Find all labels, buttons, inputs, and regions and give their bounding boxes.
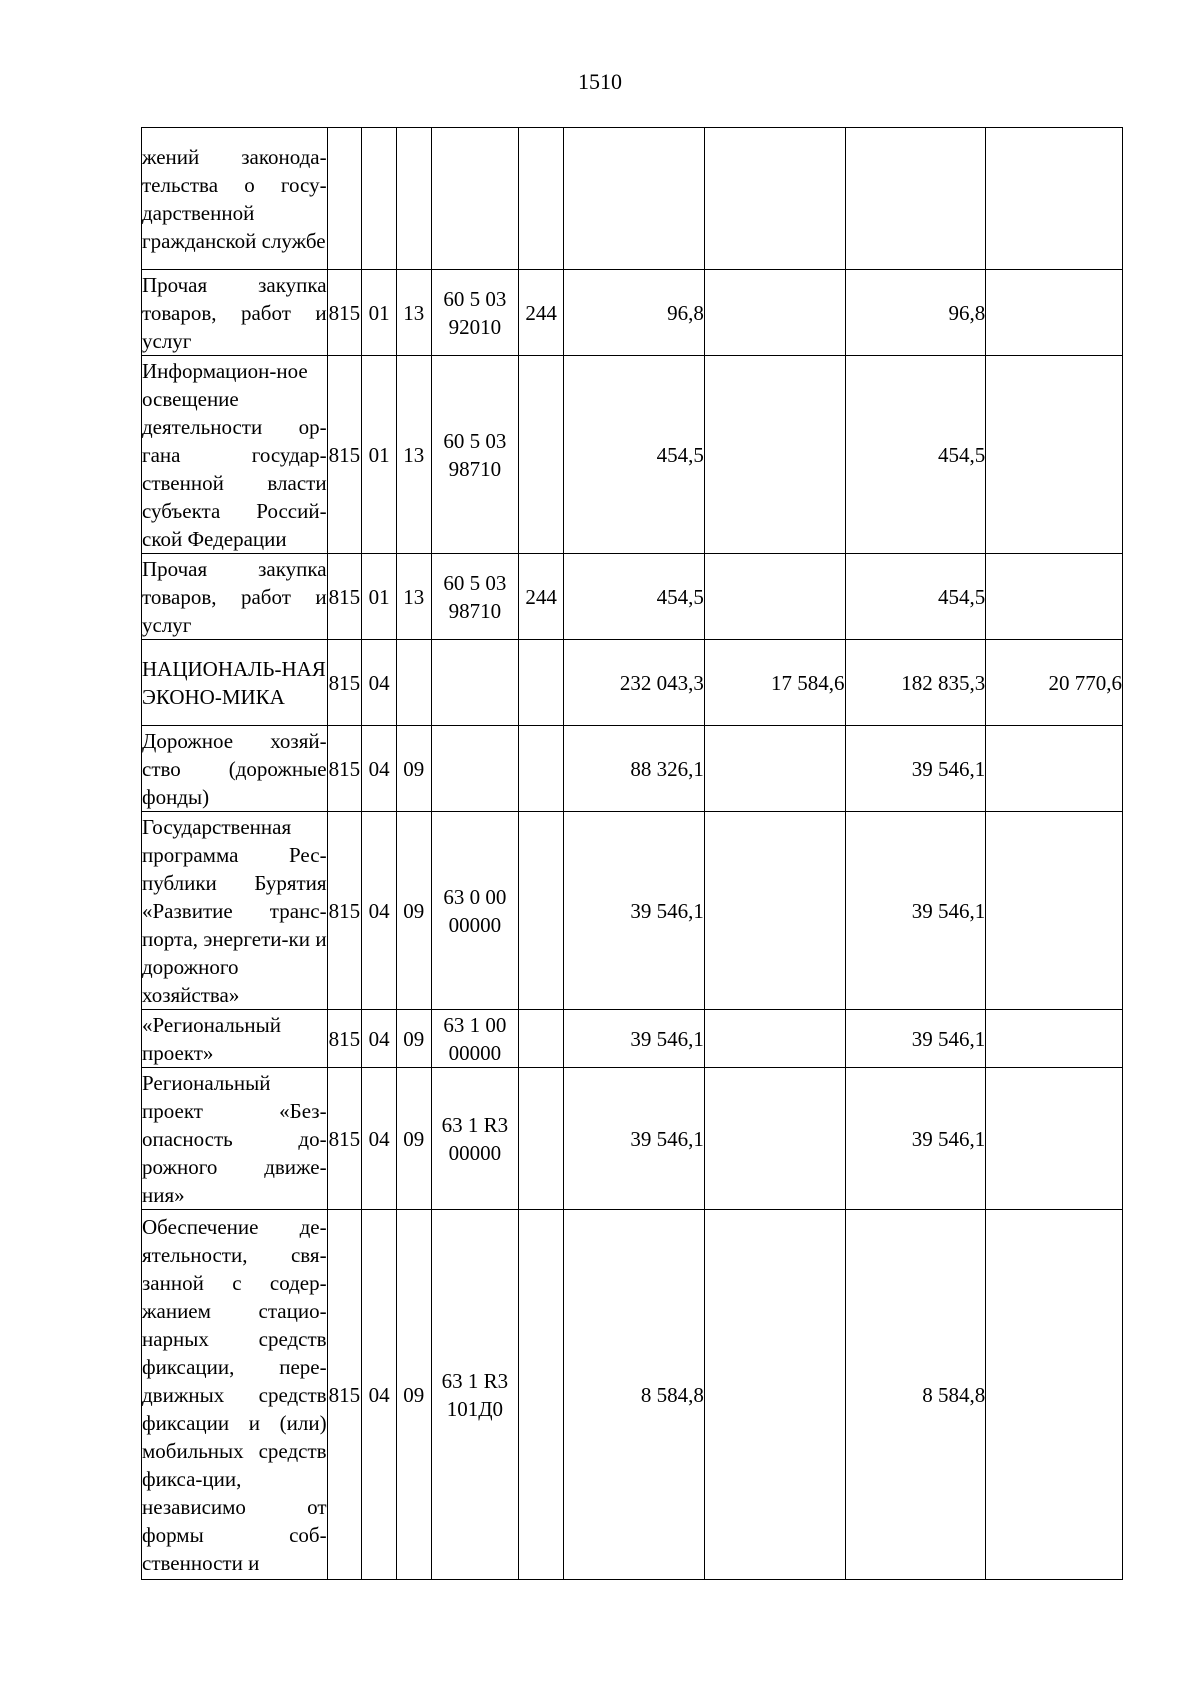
row-amount-1-cell [704, 270, 845, 356]
budget-table [141, 127, 1123, 1580]
row-name-cell: Прочая закупка товаров, работ и услуг [142, 554, 328, 640]
row-target-article-cell: 63 1 00 00000 [431, 1010, 519, 1068]
row-expense-type-cell [519, 1068, 564, 1210]
row-section-cell: 04 [362, 1010, 397, 1068]
row-total-cell: 88 326,1 [564, 726, 705, 812]
table-row [142, 1210, 1123, 1580]
row-total-cell: 454,5 [564, 356, 705, 554]
row-expense-type-cell [519, 1210, 564, 1580]
table-row [142, 270, 1123, 356]
row-amount-2-cell: 39 546,1 [845, 812, 986, 1010]
row-name-cell: жений законода-тельства о госу-дарственной гражданской службе [142, 128, 328, 270]
row-section-cell [362, 128, 397, 270]
row-amount-2-cell: 8 584,8 [845, 1210, 986, 1580]
row-total-cell: 39 546,1 [564, 812, 705, 1010]
table-row [142, 356, 1123, 554]
row-section-cell: 04 [362, 726, 397, 812]
row-target-article-cell: 63 1 R3 00000 [431, 1068, 519, 1210]
row-amount-1-cell [704, 812, 845, 1010]
row-section-cell: 04 [362, 1068, 397, 1210]
row-grbs-cell: 815 [327, 1210, 362, 1580]
row-amount-3-cell [986, 1068, 1123, 1210]
row-total-cell: 39 546,1 [564, 1068, 705, 1210]
row-subsection-cell [396, 128, 431, 270]
row-amount-2-cell: 454,5 [845, 356, 986, 554]
row-subsection-cell: 09 [396, 726, 431, 812]
table-body [142, 128, 1123, 1580]
row-amount-2-cell: 454,5 [845, 554, 986, 640]
table-row [142, 726, 1123, 812]
table-row [142, 640, 1123, 726]
row-section-cell: 01 [362, 270, 397, 356]
row-amount-2-cell: 39 546,1 [845, 726, 986, 812]
row-expense-type-cell [519, 356, 564, 554]
row-expense-type-cell: 244 [519, 270, 564, 356]
row-subsection-cell: 09 [396, 1210, 431, 1580]
row-subsection-cell [396, 640, 431, 726]
row-name-cell: Дорожное хозяй-ство (дорожные фонды) [142, 726, 328, 812]
row-subsection-cell: 09 [396, 812, 431, 1010]
row-amount-1-cell: 17 584,6 [704, 640, 845, 726]
row-grbs-cell: 815 [327, 1068, 362, 1210]
row-grbs-cell: 815 [327, 270, 362, 356]
row-amount-2-cell [845, 128, 986, 270]
row-target-article-cell: 60 5 03 98710 [431, 356, 519, 554]
row-amount-1-cell [704, 128, 845, 270]
row-expense-type-cell: 244 [519, 554, 564, 640]
row-subsection-cell: 13 [396, 270, 431, 356]
table-row [142, 128, 1123, 270]
row-name-cell: «Региональный проект» [142, 1010, 328, 1068]
row-target-article-cell: 60 5 03 92010 [431, 270, 519, 356]
row-expense-type-cell [519, 726, 564, 812]
row-amount-3-cell [986, 812, 1123, 1010]
row-total-cell: 8 584,8 [564, 1210, 705, 1580]
row-grbs-cell: 815 [327, 640, 362, 726]
row-grbs-cell: 815 [327, 554, 362, 640]
row-amount-1-cell [704, 1210, 845, 1580]
row-amount-3-cell [986, 726, 1123, 812]
row-name-cell: Информацион-ное освещение деятельности ор-гана государ-ственной власти субъекта Россий-ской Федерации [142, 356, 328, 554]
table-row [142, 1068, 1123, 1210]
row-amount-3-cell [986, 554, 1123, 640]
row-expense-type-cell [519, 812, 564, 1010]
row-name-cell: Прочая закупка товаров, работ и услуг [142, 270, 328, 356]
row-amount-1-cell [704, 1010, 845, 1068]
row-section-cell: 04 [362, 812, 397, 1010]
table-row [142, 554, 1123, 640]
table-row [142, 812, 1123, 1010]
row-target-article-cell: 63 0 00 00000 [431, 812, 519, 1010]
row-total-cell: 96,8 [564, 270, 705, 356]
row-name-cell: Обеспечение де-ятельности, свя-занной с содер-жанием стацио-нарных средств фиксации, пере-движных средств фиксации и (или) мобильных средств фикса-ции, независимо от формы соб-ственности и [142, 1210, 328, 1580]
row-total-cell: 454,5 [564, 554, 705, 640]
row-amount-2-cell: 39 546,1 [845, 1068, 986, 1210]
row-amount-2-cell: 96,8 [845, 270, 986, 356]
page-number: 1510 [578, 69, 622, 94]
row-amount-3-cell [986, 1210, 1123, 1580]
row-name-cell: НАЦИОНАЛЬ-НАЯ ЭКОНО-МИКА [142, 640, 328, 726]
row-section-cell: 01 [362, 356, 397, 554]
table-row [142, 1010, 1123, 1068]
row-section-cell: 04 [362, 640, 397, 726]
row-target-article-cell [431, 640, 519, 726]
row-amount-1-cell [704, 1068, 845, 1210]
row-grbs-cell: 815 [327, 812, 362, 1010]
row-amount-3-cell [986, 128, 1123, 270]
row-amount-2-cell: 182 835,3 [845, 640, 986, 726]
row-amount-1-cell [704, 554, 845, 640]
row-total-cell [564, 128, 705, 270]
row-subsection-cell: 09 [396, 1068, 431, 1210]
row-name-cell: Государственная программа Рес-публики Бурятия «Развитие транс-порта, энергети-ки и дорожного хозяйства» [142, 812, 328, 1010]
row-target-article-cell [431, 128, 519, 270]
row-grbs-cell: 815 [327, 1010, 362, 1068]
row-expense-type-cell [519, 640, 564, 726]
row-target-article-cell: 63 1 R3 101Д0 [431, 1210, 519, 1580]
row-grbs-cell [327, 128, 362, 270]
row-subsection-cell: 13 [396, 554, 431, 640]
row-amount-3-cell [986, 1010, 1123, 1068]
row-name-cell: Региональный проект «Без-опасность до-рожного движе-ния» [142, 1068, 328, 1210]
row-target-article-cell [431, 726, 519, 812]
row-target-article-cell: 60 5 03 98710 [431, 554, 519, 640]
row-amount-3-cell [986, 270, 1123, 356]
row-amount-3-cell [986, 356, 1123, 554]
row-amount-1-cell [704, 726, 845, 812]
row-expense-type-cell [519, 1010, 564, 1068]
row-expense-type-cell [519, 128, 564, 270]
row-total-cell: 39 546,1 [564, 1010, 705, 1068]
row-amount-3-cell: 20 770,6 [986, 640, 1123, 726]
row-subsection-cell: 09 [396, 1010, 431, 1068]
row-subsection-cell: 13 [396, 356, 431, 554]
row-amount-2-cell: 39 546,1 [845, 1010, 986, 1068]
row-grbs-cell: 815 [327, 726, 362, 812]
row-total-cell: 232 043,3 [564, 640, 705, 726]
row-section-cell: 04 [362, 1210, 397, 1580]
row-grbs-cell: 815 [327, 356, 362, 554]
row-section-cell: 01 [362, 554, 397, 640]
row-amount-1-cell [704, 356, 845, 554]
